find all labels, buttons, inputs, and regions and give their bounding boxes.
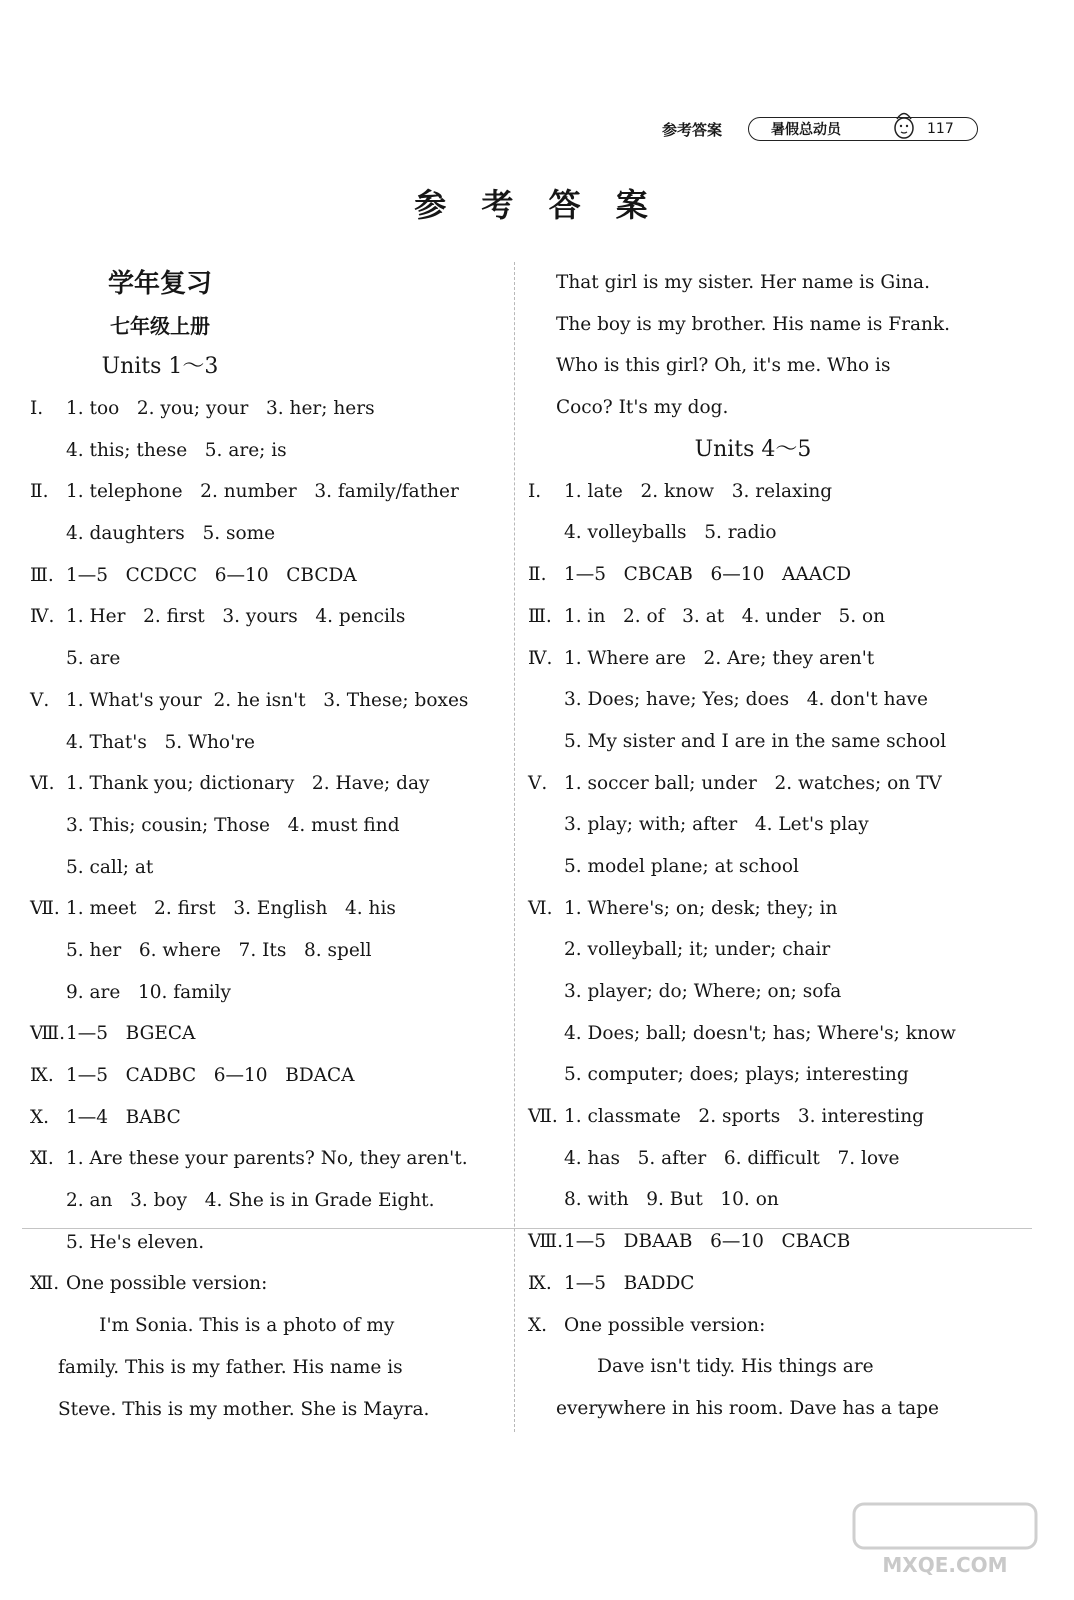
- answer-line: [528, 1138, 998, 1180]
- page-number: 117: [927, 121, 954, 137]
- answer-text: 1. Where's; on; desk; they; in: [564, 897, 838, 919]
- answer-line: [30, 596, 500, 638]
- watermark-logo: [850, 1500, 1040, 1580]
- essay-line: Coco? It's my dog.: [556, 397, 729, 419]
- roman-numeral: Ⅷ.: [30, 1023, 66, 1045]
- answer-text: 1. What's your 2. he isn't 3. These; boxes: [66, 689, 469, 711]
- book-badge: [748, 117, 978, 141]
- roman-numeral: Ⅷ.: [528, 1231, 564, 1253]
- answer-text: 1—5 CBCAB 6—10 AAACD: [564, 564, 852, 586]
- answer-text: 1—5 CADBC 6—10 BDACA: [66, 1065, 355, 1086]
- answer-text: 1. soccer ball; under 2. watches; on TV: [564, 772, 942, 794]
- essay-line: Dave isn't tidy. His things are: [556, 1356, 874, 1378]
- answer-text: 3. player; do; Where; on; sofa: [564, 981, 842, 1002]
- answer-text: 5. call; at: [66, 856, 154, 878]
- answer-line: [528, 888, 998, 930]
- answer-text: 4. That's 5. Who're: [66, 731, 255, 753]
- answer-text: 2. an 3. boy 4. She is in Grade Eight.: [66, 1190, 435, 1212]
- roman-numeral: Ⅻ.: [30, 1273, 60, 1295]
- answer-text: 4. volleyballs 5. radio: [564, 522, 777, 544]
- answer-line: [528, 1221, 998, 1263]
- roman-numeral: Ⅲ.: [528, 605, 552, 627]
- roman-numeral: Ⅶ.: [528, 1106, 558, 1128]
- roman-numeral: Ⅴ.: [30, 689, 50, 711]
- answer-line: [30, 1263, 500, 1305]
- answer-line: [30, 513, 500, 555]
- answer-line: [30, 847, 500, 889]
- roman-numeral: Ⅹ.: [30, 1106, 50, 1128]
- answer-line: [30, 722, 500, 764]
- answer-line: [528, 971, 998, 1013]
- answer-line: [528, 1096, 998, 1138]
- answer-line: [30, 1180, 500, 1222]
- roman-numeral: Ⅴ.: [528, 772, 548, 794]
- answer-line: [30, 1097, 500, 1139]
- roman-numeral: Ⅰ.: [30, 398, 44, 419]
- answer-line: [528, 804, 998, 846]
- roman-numeral: Ⅳ.: [528, 647, 553, 669]
- essay-line: The boy is my brother. His name is Frank.: [556, 313, 951, 335]
- answer-line: [528, 846, 998, 888]
- answer-line: [30, 430, 500, 472]
- answer-text: 5. her 6. where 7. Its 8. spell: [66, 939, 372, 961]
- roman-numeral: Ⅹ.: [528, 1314, 548, 1336]
- running-header: [662, 114, 978, 144]
- answer-line: [30, 680, 500, 722]
- answer-line: [30, 930, 500, 972]
- roman-numeral: Ⅺ.: [30, 1148, 54, 1170]
- essay-line: everywhere in his room. Dave has a tape: [556, 1397, 939, 1419]
- answer-text: 1. meet 2. first 3. English 4. his: [66, 898, 396, 920]
- roman-numeral: Ⅰ.: [528, 480, 542, 502]
- answer-text: 1. Are these your parents? No, they aren't.: [66, 1148, 468, 1170]
- answer-line: [528, 1013, 998, 1055]
- answer-text: 1. telephone 2. number 3. family/father: [66, 481, 459, 503]
- answer-line: [528, 929, 998, 971]
- answer-line: [30, 638, 500, 680]
- answer-text: 1. Thank you; dictionary 2. Have; day: [66, 773, 430, 795]
- answer-text: 1. Her 2. first 3. yours 4. pencils: [66, 606, 406, 628]
- roman-numeral: Ⅱ.: [528, 564, 547, 586]
- answer-text: 3. Does; have; Yes; does 4. don't have: [564, 689, 928, 711]
- answer-text: 1—5 DBAAB 6—10 CBACB: [564, 1231, 851, 1253]
- answer-text: 4. has 5. after 6. difficult 7. love: [564, 1147, 900, 1169]
- section-label: 参考答案: [662, 120, 723, 139]
- roman-numeral: Ⅸ.: [528, 1272, 552, 1294]
- answer-text: One possible version:: [66, 1273, 268, 1295]
- watermark-text: MXQE.COM: [882, 1553, 1008, 1577]
- answer-line: [30, 1055, 500, 1097]
- answer-text: 5. He's eleven.: [66, 1231, 205, 1253]
- roman-numeral: Ⅶ.: [30, 898, 60, 920]
- essay-line: I'm Sonia. This is a photo of my: [58, 1315, 395, 1337]
- essay-line: Who is this girl? Oh, it's me. Who is: [556, 355, 891, 377]
- answer-line: [30, 805, 500, 847]
- answer-text: 1. classmate 2. sports 3. interesting: [564, 1106, 924, 1128]
- unit-title: Units 4～5: [694, 436, 812, 462]
- answer-line: [528, 471, 998, 513]
- answer-line: [528, 763, 998, 805]
- answer-text: 1. late 2. know 3. relaxing: [564, 480, 833, 502]
- essay-line: family. This is my father. His name is: [58, 1356, 403, 1378]
- answer-line: [30, 763, 500, 805]
- answer-line: [528, 679, 998, 721]
- roman-numeral: Ⅸ.: [30, 1065, 54, 1086]
- essay-line: That girl is my sister. Her name is Gina.: [556, 272, 930, 293]
- answer-line: [528, 1305, 998, 1347]
- roman-numeral: Ⅲ.: [30, 564, 54, 586]
- right-column: [528, 262, 998, 1430]
- answer-text: 8. with 9. But 10. on: [564, 1189, 779, 1211]
- roman-numeral: Ⅵ.: [30, 773, 55, 795]
- answer-line: [30, 888, 500, 930]
- section-heading: 学年复习: [107, 269, 212, 299]
- answer-line: [30, 555, 500, 597]
- answer-line: [30, 471, 500, 513]
- answer-text: 1. too 2. you; your 3. her; hers: [66, 398, 375, 419]
- roman-numeral: Ⅳ.: [30, 606, 55, 628]
- answer-text: 5. model plane; at school: [564, 855, 799, 877]
- essay-line: Steve. This is my mother. She is Mayra.: [58, 1398, 430, 1420]
- answer-line: [528, 512, 998, 554]
- answer-text: 9. are 10. family: [66, 981, 232, 1003]
- answer-line: [528, 1054, 998, 1096]
- roman-numeral: Ⅱ.: [30, 481, 49, 503]
- answer-text: 1—4 BABC: [66, 1106, 181, 1128]
- answer-text: 3. This; cousin; Those 4. must find: [66, 814, 400, 836]
- answer-line: [30, 1222, 500, 1264]
- answer-line: [528, 1263, 998, 1305]
- unit-title: Units 1～3: [101, 354, 219, 379]
- answer-line: [30, 1013, 500, 1055]
- answer-text: 1—5 BADDC: [564, 1272, 695, 1294]
- answer-text: 1—5 CCDCC 6—10 CBCDA: [66, 564, 357, 586]
- answer-line: [30, 1138, 500, 1180]
- left-column: [30, 262, 500, 1430]
- answer-text: 1. in 2. of 3. at 4. under 5. on: [564, 605, 886, 627]
- answer-line: [528, 1179, 998, 1221]
- page-title: 参 考 答 案: [414, 186, 660, 224]
- answer-text: 5. computer; does; plays; interesting: [564, 1064, 909, 1086]
- column-divider: [514, 262, 515, 1432]
- answer-line: [30, 388, 500, 430]
- answer-text: 5. My sister and I are in the same school: [564, 730, 947, 752]
- answer-text: 1. Where are 2. Are; they aren't: [564, 647, 875, 669]
- roman-numeral: Ⅵ.: [528, 897, 553, 919]
- answer-line: [30, 972, 500, 1014]
- answer-text: 4. Does; ball; doesn't; has; Where's; know: [564, 1022, 956, 1044]
- answer-text: One possible version:: [564, 1314, 766, 1336]
- answer-text: 5. are: [66, 648, 121, 670]
- answer-text: 4. daughters 5. some: [66, 523, 276, 545]
- answer-text: 4. this; these 5. are; is: [66, 439, 287, 461]
- answer-line: [528, 554, 998, 596]
- answer-line: [528, 721, 998, 763]
- answer-text: 2. volleyball; it; under; chair: [564, 939, 831, 961]
- answer-text: 3. play; with; after 4. Let's play: [564, 814, 869, 836]
- answer-line: [528, 638, 998, 680]
- grade-subheading: 七年级上册: [110, 314, 210, 338]
- book-name: 暑假总动员: [771, 122, 842, 138]
- mascot-icon: [889, 106, 919, 142]
- answer-text: 1—5 BGECA: [66, 1023, 196, 1045]
- answer-line: [528, 596, 998, 638]
